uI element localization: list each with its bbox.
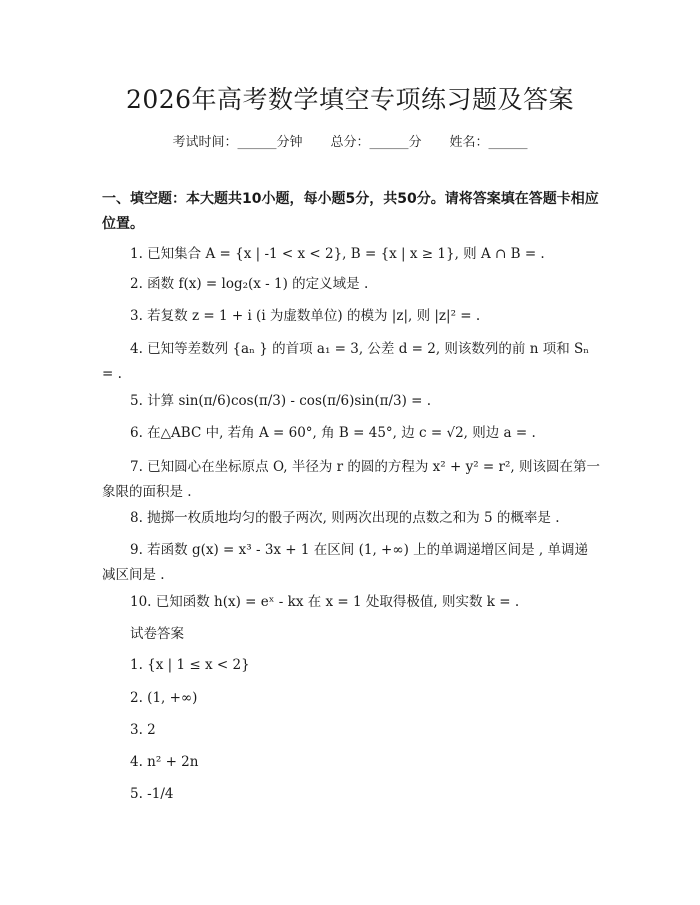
answer-item: 5. -1/4 xyxy=(130,786,174,802)
exam-time-field: 考试时间：______分钟 xyxy=(172,135,303,150)
answer-item: 1. {x | 1 ≤ x < 2} xyxy=(130,657,250,673)
question-item: 9. 若函数 g(x) = x³ - 3x + 1 在区间 (1, +∞) 上的单调递增区间是 , 单调递减区间是 . xyxy=(102,542,589,583)
section-heading: 一、填空题：本大题共10小题，每小题5分，共50分。请将答案填在答题卡相应位置。 xyxy=(102,191,599,232)
question-item: 7. 已知圆心在坐标原点 O, 半径为 r 的圆的方程为 x² + y² = r², 则该圆在第一象限的面积是 . xyxy=(102,459,600,500)
question-item: 2. 函数 f(x) = log₂(x - 1) 的定义域是 . xyxy=(130,276,369,292)
question-item: 10. 已知函数 h(x) = eˣ - kx 在 x = 1 处取得极值, 则实数 k = . xyxy=(130,594,520,610)
exam-info-line xyxy=(0,131,700,150)
answer-item: 3. 2 xyxy=(130,722,156,738)
question-item: 1. 已知集合 A = {x | -1 < x < 2}, B = {x | x ≥ 1}, 则 A ∩ B = . xyxy=(130,246,545,262)
answer-item: 2. (1, +∞) xyxy=(130,690,198,706)
question-item: 4. 已知等差数列 {aₙ } 的首项 a₁ = 3, 公差 d = 2, 则该数列的前 n 项和 Sₙ = . xyxy=(102,341,590,382)
question-item: 3. 若复数 z = 1 + i (i 为虚数单位) 的模为 |z|, 则 |z|² = . xyxy=(130,308,481,324)
student-name-field: 姓名：______ xyxy=(449,135,528,150)
question-item: 5. 计算 sin(π/6)cos(π/3) - cos(π/6)sin(π/3) = . xyxy=(130,393,432,409)
answer-item: 4. n² + 2n xyxy=(130,754,199,770)
question-item: 8. 抛掷一枚质地均匀的骰子两次, 则两次出现的点数之和为 5 的概率是 . xyxy=(130,510,560,526)
total-score-field: 总分：______分 xyxy=(330,135,422,150)
answer-heading: 试卷答案 xyxy=(130,626,184,642)
question-item: 6. 在△ABC 中, 若角 A = 60°, 角 B = 45°, 边 c = √2, 则边 a = . xyxy=(130,425,536,441)
page-title: 2026年高考数学填空专项练习题及答案 xyxy=(125,85,575,114)
